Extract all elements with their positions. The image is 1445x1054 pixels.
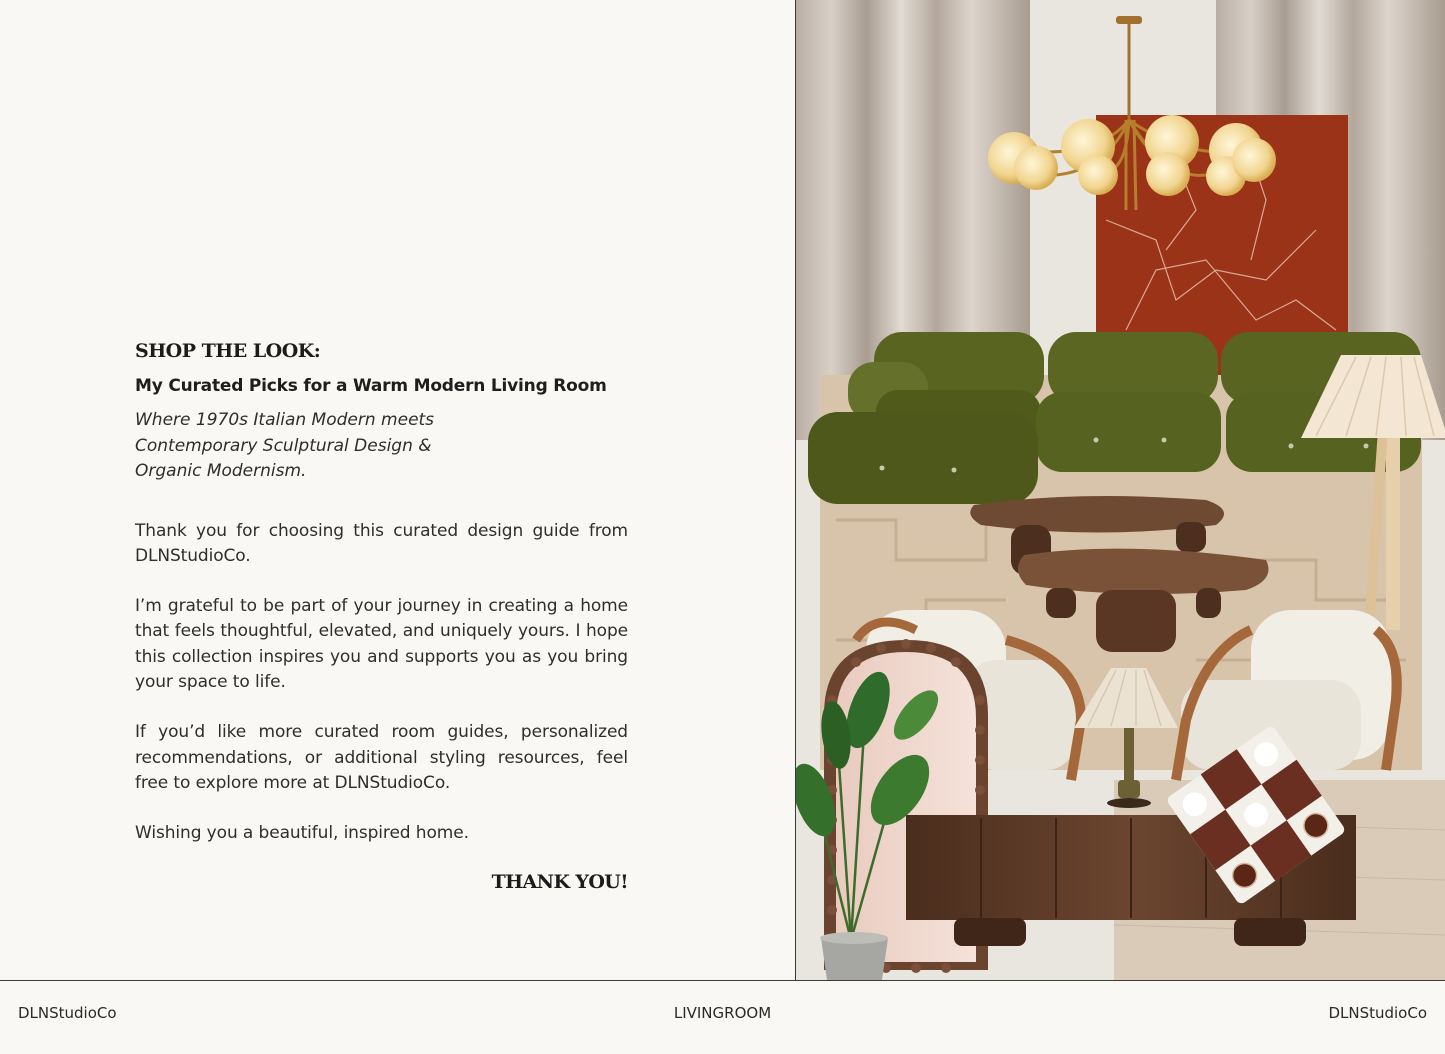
paragraph-wishes: Wishing you a beautiful, inspired home. <box>135 823 469 844</box>
footer-room-label: LIVINGROOM <box>673 1004 772 1022</box>
moodboard-illustration <box>796 0 1445 980</box>
footer-brand-right: DLNStudioCo <box>1328 1004 1427 1022</box>
paragraph-gratitude: I’m grateful to be part of your journey in creating a home that feels thoughtful, elevated, and uniquely yours. I hope this collection inspires you and supports you as you bring your space to life. <box>135 596 628 692</box>
thank-you-signoff: THANK YOU! <box>491 871 628 894</box>
shop-the-look-heading: SHOP THE LOOK: <box>135 340 321 362</box>
page-footer <box>0 981 1445 1054</box>
living-room-moodboard-collage <box>796 0 1445 980</box>
paragraph-intro: Thank you for choosing this curated design guide from DLNStudioCo. <box>135 520 628 566</box>
paragraph-more-resources: If you’d like more curated room guides, personalized recommendations, or additional styling resources, feel free to explore more at DLNStudioCo. <box>135 722 628 793</box>
footer-brand-left: DLNStudioCo <box>18 1004 117 1022</box>
guide-subheading: My Curated Picks for a Warm Modern Living Room <box>135 376 607 396</box>
guide-text-panel <box>135 340 628 893</box>
style-tagline: Where 1970s Italian Modern meets Contemporary Sculptural Design & Organic Modernism. <box>135 410 435 481</box>
